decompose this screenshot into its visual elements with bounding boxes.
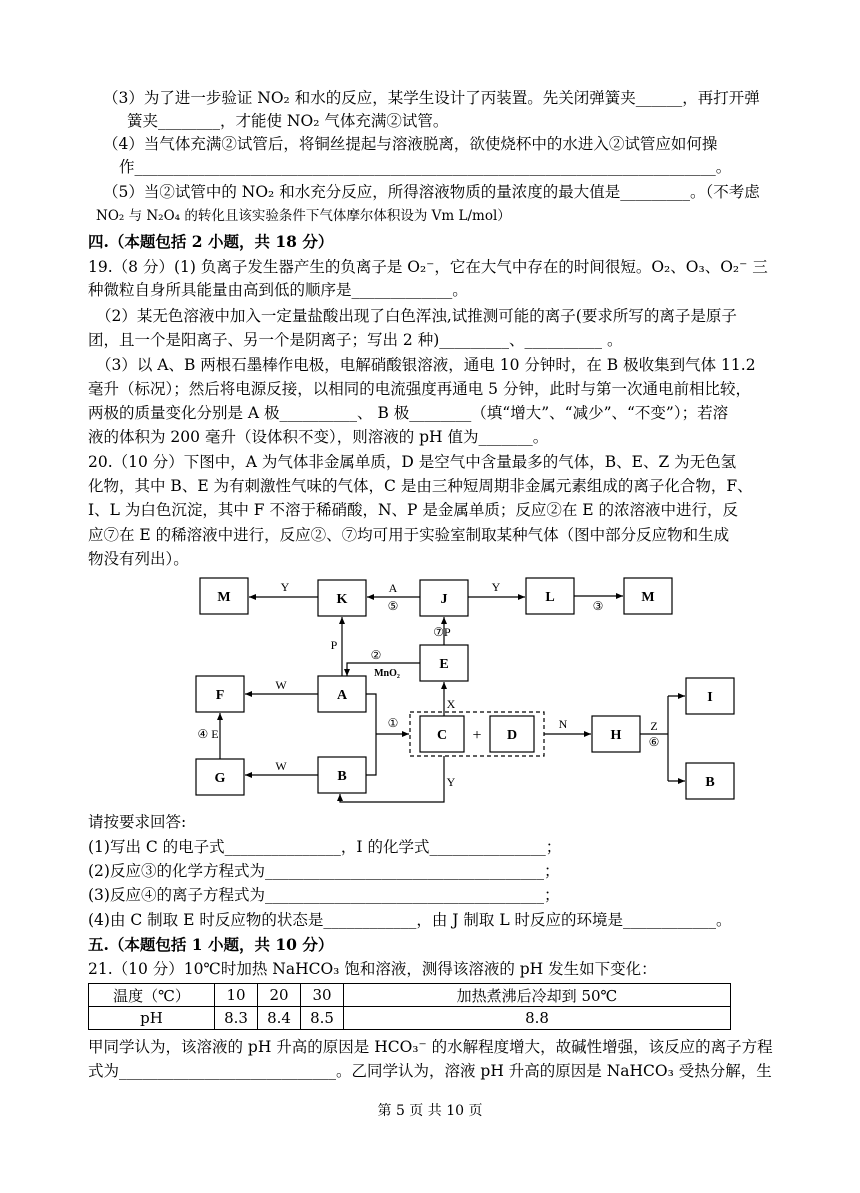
q21-line1: 21.（10 分）10℃时加热 NaHCO₃ 饱和溶液，测得该溶液的 pH 发生如下变化： bbox=[88, 960, 657, 978]
q19-line5: （3）以 A、B 两根石墨棒作电极，电解硝酸银溶液，通电 10 分钟时，在 B 极收集到气体 11.2 bbox=[96, 356, 756, 374]
reagent-x: X bbox=[446, 697, 456, 711]
q19-line6: 毫升（标况）；然后将电源反接，以相同的电流强度再通电 5 分钟，此时与第一次通电前相比较， bbox=[88, 380, 751, 398]
q20-line4: 应⑦在 E 的稀溶液中进行，反应②、⑦均可用于实验室制取某种气体（图中部分反应物和生成 bbox=[88, 526, 730, 544]
section-4-title: 四.（本题包括 2 小题，共 18 分） bbox=[88, 232, 334, 251]
reagent-y-3: Y bbox=[446, 775, 456, 789]
q19-line7: 两极的质量变化分别是 A 极__________、 B 极________（填“增大”、“减少”、“不变”）；若溶 bbox=[88, 404, 729, 422]
q20-line2: 化物，其中 B、E 为有刺激性气味的气体，C 是由三种短周期非金属元素组成的离子化合物，F、 bbox=[88, 477, 753, 495]
reagent-w-1: W bbox=[275, 678, 287, 692]
q18-part4-line2: 作___________________________________________________________________________。 bbox=[119, 158, 732, 176]
q20-answer-3: (3)反应④的离子方程式为____________________________________； bbox=[88, 886, 560, 904]
label-i: I bbox=[707, 690, 713, 705]
reaction-5: ⑤ bbox=[387, 599, 399, 613]
reaction-4-e: ④ E bbox=[197, 727, 219, 741]
page-footer: 第 5 页 共 10 页 bbox=[377, 1103, 483, 1119]
table-cell: pH bbox=[89, 1007, 215, 1030]
catalyst-mno2: MnO₂ bbox=[374, 668, 400, 679]
reaction-3: ③ bbox=[592, 599, 604, 613]
label-d: D bbox=[506, 728, 518, 743]
ph-table bbox=[88, 983, 731, 1030]
table-cell: 加热煮沸后冷却到 50℃ bbox=[344, 984, 731, 1007]
label-b-right: B bbox=[705, 775, 715, 790]
q21-line3: 式为____________________________。乙同学认为，溶液 pH 升高的原因是 NaHCO₃ 受热分解，生 bbox=[88, 1062, 772, 1080]
table-cell: 8.8 bbox=[344, 1007, 731, 1030]
q19-line3: （2）某无色溶液中加入一定量盐酸出现了白色浑浊,试推测可能的离子(要求所写的离子是原子 bbox=[96, 307, 737, 325]
q18-part3-line1: （3）为了进一步验证 NO₂ 和水的反应，某学生设计了丙装置。先关闭弹簧夹______，再打开弹 bbox=[103, 89, 760, 107]
label-k: K bbox=[336, 592, 348, 607]
reagent-y-2: Y bbox=[491, 580, 501, 594]
q19-line4: 团，且一个是阳离子、另一个是阴离子；写出 2 种)_________、__________ 。 bbox=[88, 331, 623, 349]
label-a: A bbox=[336, 688, 348, 703]
plus-sign: + bbox=[472, 727, 482, 744]
table-row bbox=[89, 984, 731, 1007]
q18-part4-line1: （4）当气体充满②试管后，将铜丝提起与溶液脱离，欲使烧杯中的水进入②试管应如何操 bbox=[103, 135, 718, 153]
reaction-6: ⑥ bbox=[648, 735, 660, 749]
label-c: C bbox=[436, 728, 448, 743]
label-f: F bbox=[215, 688, 225, 703]
table-cell: 8.3 bbox=[215, 1007, 258, 1030]
q20-line5: 物没有列出）。 bbox=[88, 550, 189, 568]
q21-line2: 甲同学认为，该溶液的 pH 升高的原因是 HCO₃⁻ 的水解程度增大，故碱性增强，该反应的离子方程 bbox=[88, 1038, 773, 1056]
reagent-n: N bbox=[558, 717, 568, 731]
table-cell: 8.5 bbox=[301, 1007, 344, 1030]
q18-part5-line2: NO₂ 与 N₂O₄ 的转化且该实验条件下气体摩尔体积设为 Vm L/mol） bbox=[96, 208, 511, 224]
q20-answer-4: (4)由 C 制取 E 时反应物的状态是____________，由 J 制取 L 时反应的环境是____________。 bbox=[88, 911, 732, 929]
reagent-p: P bbox=[330, 638, 338, 652]
q20-ask: 请按要求回答: bbox=[88, 813, 187, 831]
q20-line3: I、L 为白色沉淀，其中 F 不溶于稀硝酸，N、P 是金属单质；反应②在 E 的浓溶液中进行，反 bbox=[88, 501, 739, 519]
label-b-left: B bbox=[337, 769, 347, 784]
q20-answer-2: (2)反应③的化学方程式为____________________________________； bbox=[88, 862, 560, 880]
reaction-2: ② bbox=[370, 648, 382, 662]
section-5-title: 五.（本题包括 1 小题，共 10 分） bbox=[88, 935, 334, 954]
table-cell: 20 bbox=[258, 984, 301, 1007]
table-cell: 温度（℃） bbox=[89, 984, 215, 1007]
label-j: J bbox=[440, 592, 448, 607]
reagent-y-1: Y bbox=[280, 580, 290, 594]
reagent-w-2: W bbox=[275, 759, 287, 773]
bracket-a-b bbox=[366, 694, 376, 775]
table-cell: 10 bbox=[215, 984, 258, 1007]
table-cell: 8.4 bbox=[258, 1007, 301, 1030]
q19-line2: 种微粒自身所具能量由高到低的顺序是_____________。 bbox=[88, 281, 468, 299]
q19-line1: 19.（8 分）(1) 负离子发生器产生的负离子是 O₂⁻，它在大气中存在的时间很短。O₂、O₃、O₂⁻ 三 bbox=[88, 258, 768, 276]
label-e: E bbox=[439, 657, 449, 672]
arrow-c-to-b bbox=[340, 756, 444, 802]
reaction-7-p: ⑦P bbox=[433, 625, 451, 639]
q18-part3-line2: 簧夹________，才能使 NO₂ 气体充满②试管。 bbox=[127, 112, 449, 130]
label-m-right: M bbox=[641, 590, 655, 605]
table-row bbox=[89, 1007, 731, 1030]
label-g: G bbox=[214, 771, 226, 786]
label-h: H bbox=[610, 728, 622, 743]
reagent-a: A bbox=[388, 581, 398, 595]
q20-line1: 20.（10 分）下图中，A 为气体非金属单质，D 是空气中含量最多的气体，B、E、Z 为无色氢 bbox=[88, 453, 737, 471]
reaction-1: ① bbox=[387, 716, 399, 730]
q20-answer-1: (1)写出 C 的电子式_______________，I 的化学式_______________； bbox=[88, 838, 562, 856]
q18-part5-line1: （5）当②试管中的 NO₂ 和水充分反应，所得溶液物质的量浓度的最大值是_________。（不考虑 bbox=[103, 183, 760, 201]
q19-line8: 液的体积为 200 毫升（设体积不变），则溶液的 pH 值为_______。 bbox=[88, 428, 549, 446]
table-cell: 30 bbox=[301, 984, 344, 1007]
reagent-z: Z bbox=[650, 719, 658, 733]
label-l: L bbox=[545, 590, 555, 605]
label-m-left: M bbox=[217, 590, 231, 605]
reaction-flow-diagram bbox=[180, 570, 760, 810]
